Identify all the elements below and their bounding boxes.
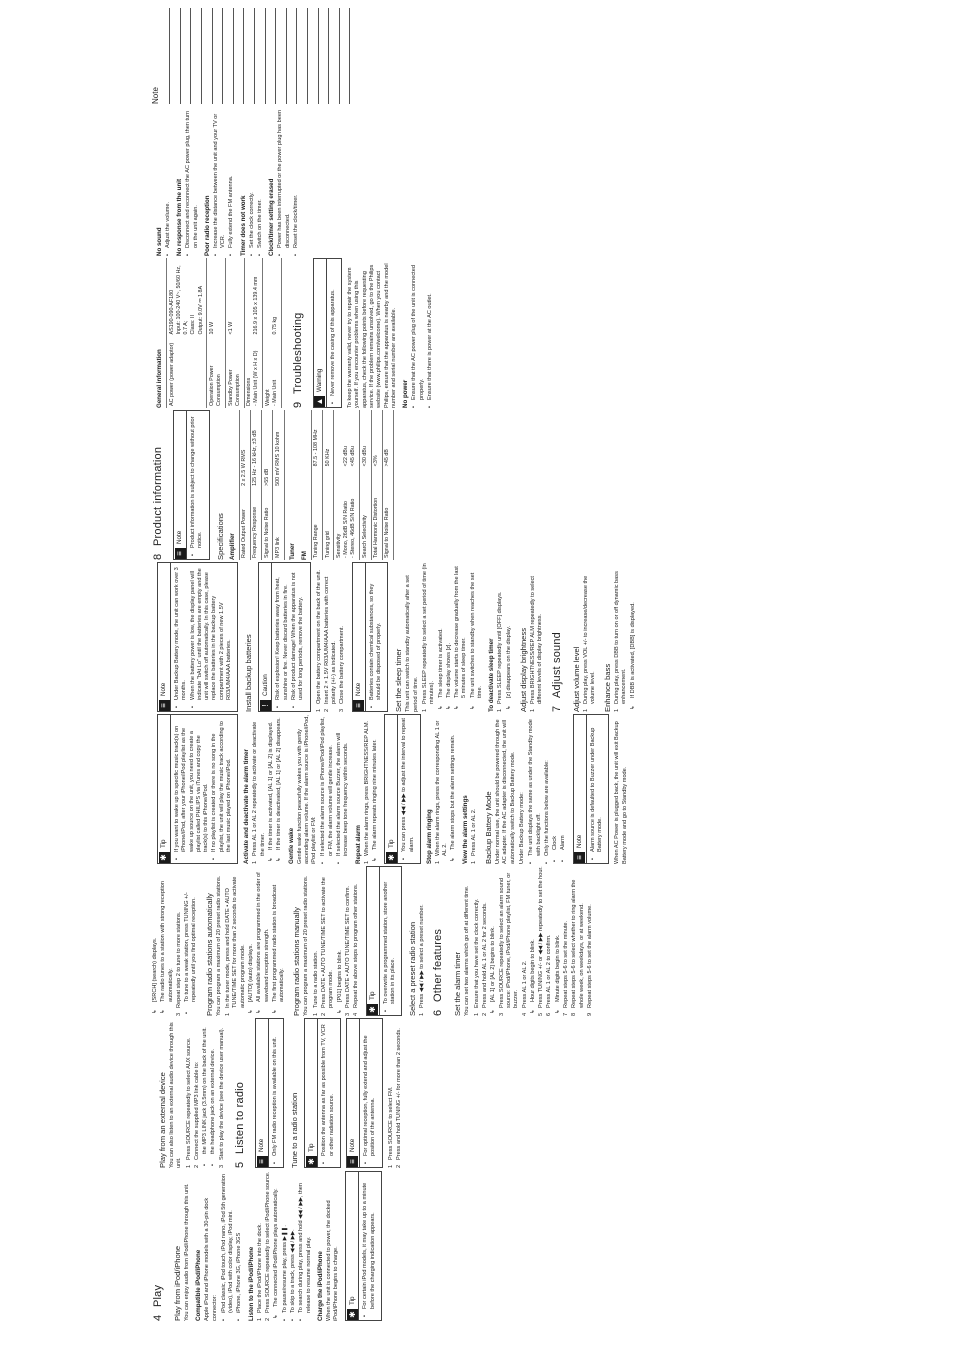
list-item: 3 Press DATE • AUTO TUNE/TIME SET to confirm. [344,885,351,1016]
column-3 [152,866,595,1016]
backup-mode-heading: Backup Battery Mode [484,791,494,864]
column-1 [152,1171,387,1321]
list-item: • To overwrite a programmed station, store another station in its place. [382,881,396,1012]
asterisk-icon: ✱ [386,852,397,863]
specifications-heading: Specifications [215,513,225,560]
list-item: • To search during play, press and hold ◀◀ / ▶▶, then release to resume normal play. [298,1183,312,1321]
list-item: • If you want to wake up to specific music track(s) on iPhone/iPod, after your iPhone/iPod playlist as the wake up source on the unit, you need to create a playlist called PHILIPS via iTunes and copy the track(s) to this iPhone/iPod. [174,725,210,860]
list-item: ↳ The connected iPod/iPhone plays automatically. [273,1188,280,1319]
note-rule [286,8,287,104]
table-row [244,258,263,408]
list-item: ↳ If DBB is activated, [DBB] is displayed. [629,602,636,710]
note-rule [254,8,255,104]
note-icon: ≡ [175,548,186,559]
column-5 [152,562,638,712]
list-item: 1 Press SOURCE to select FM. [387,1086,394,1168]
caution-box: ! Caution • Risk of explosion! Keep batteries away from heat, sunshine or fire. Never discard batteries in fire. • Risk of product damage! When the apparatus is not used for long periods, remove the battery. [258,562,310,712]
compatible-text: Apple iPod and iPhone models with a 30-pin dock connector: [204,1197,218,1321]
list-item: 1 During play, press VOL +/- to increase/decrease the volume level. [582,575,596,712]
fm-heading: FM [300,551,308,560]
list-item: ↳ [AUTO] (auto) displays. [247,943,254,1014]
list-item: • Switch on the timer. [257,199,264,256]
list-item: • For optimal reception, fully extend and adjust the position of the antenna. [362,1035,377,1164]
note-rule [233,8,234,104]
list-item: 6 Press AL 1 or AL 2 to confirm. [546,934,553,1016]
sleep-timer-heading: Set the sleep timer [394,648,404,712]
repeat-alarm-heading: Repeat alarm [354,825,362,864]
list-item: 2 Press and hold AL 1 or AL 2 for 2 seconds. [482,902,489,1016]
list-item: 1 When the alarm rings, press the corresponding AL 1 or AL 2. [434,720,449,864]
list-item: ↳ The first programmed radio station is broadcast automatically. [271,884,286,1014]
list-item: 1 Open the battery compartment on the back of the unit. [315,569,322,712]
chapter-8-heading: 8Product information [152,446,164,560]
list-item: • Ensure that there is power at the AC outlet. [426,293,433,408]
tuner-heading: Tuner [288,543,296,560]
note-rule [349,8,350,104]
no-sound-heading: No sound [156,227,163,256]
asterisk-icon: ✱ [306,1156,317,1167]
tip-box: ✱ Tip • Position the antenna as far as possible from TV, VCR or other radiation source. [304,1018,341,1168]
general-info-heading: General information [156,349,163,408]
list-item: • Reset the clock/timer. [292,194,299,256]
note-rule [222,8,223,104]
charge-heading: Charge the iPod/iPhone [316,1251,324,1321]
list-item: 2 Press and hold TUNING +/- for more than 2 seconds. [395,1028,402,1168]
external-text: You can also listen to an external audio device through this unit. [169,1022,183,1168]
list-item: • Adjust the volume. [165,201,171,256]
note-rule [328,8,329,104]
list-item: ↳ [P01] begins to blink. [336,950,343,1014]
table-cell: 500 mV RMS 10 kohm [273,410,284,488]
table-row [382,410,393,560]
table-cell: AS190-090-AF180 Input: 100-240 V~, 50/60 Hz, 0.7 A; Class: II Output: 9.0V ⎓ 1.8A [167,258,207,337]
table-cell: Tuning Range [311,468,322,560]
list-item: 3 Start to play the device (see the device user manual). [218,1027,225,1168]
table-cell: Standby Power Consumption [226,337,245,408]
amplifier-table [239,410,285,560]
list-item: 1 Press AL 1 or AL 2. [470,808,477,864]
sleep-timer-text: This unit can switch to standby automatically after a set period of time. [405,575,419,712]
list-item: 1 Place the iPod/iPhone into the dock. [256,1223,263,1321]
list-item: • Set the clock correctly. [248,192,255,256]
table-cell: <22 dBu <45 dBu [334,410,360,468]
list-item: • The unit displays the same as under the Standby mode with backlight off. [528,719,542,864]
table-row [263,258,282,408]
tip-box: ✱ Tip • You can press ◀◀ / ▶▶ to adjust the interval to repeat alarm. [384,714,421,864]
list-item: 1 Press ◀◀ / ▶▶ to select a preset number. [419,904,426,1016]
list-item: • Clock [552,836,559,862]
list-item: 1 Press SLEEP repeatedly until [OFF] displays. [497,591,504,712]
table-cell: Tuning grid [323,468,334,560]
list-item: • iPhone, iPhone 3G, iPhone 3GS [236,1232,243,1321]
list-item: 8 Repeat steps 5-6 to select whether to ring alarm the whole week, on weekdays, or at weekend. [571,879,585,1016]
note-box: ≡ Note • Under Backup Battery mode, the unit can work over 3 months. • When the battery power is low, the display panel will indicate "bAt Lo" until the batteries are empty and the unit will switch off automatically. In this case, please replace the batteries in the backup battery compartment with 2 pieces of new 1.5V R03/UM4/AAA batteries. [157,562,238,712]
list-item: 2 Press DATE • AUTO TUNE/TIME SET to activate the program mode. [321,877,335,1016]
asterisk-icon: ✱ [367,1004,378,1015]
gentle-wake-text: Gentle wake function peacefully wakes you with gently ascending alarm volume. If the alarm source is iPhone/iPod, iPod playlist or FM: [296,715,318,864]
alarm-heading: Set the alarm timer [453,951,463,1016]
note-rule [339,8,340,104]
chapter-5-heading: 5Listen to radio [234,1081,247,1168]
list-item: ↳ The radio tunes to a station with strong reception automatically. [160,881,174,1014]
list-item: 1 Press SOURCE repeatedly to select AUX source. [185,1037,192,1168]
charge-text: When the unit is connected to power, the docked iPod/iPhone begins to charge. [325,1200,340,1321]
table-cell: >45 dB [382,410,393,468]
list-item: • Alarm source is defaulted to Buzzer under Backup Battery mode. [589,727,603,860]
erased-heading: Clock/timer setting erased [268,178,276,256]
table-cell: Signal to Noise Ratio [382,468,393,560]
list-item: 1 Ensure that you have set the clock correctly. [473,898,480,1016]
table-cell: Rated Output Power [239,488,250,560]
column-7 [152,258,435,408]
note-box: ≡ Note • Only FM radio reception is available on this unit. [255,1018,284,1168]
table-cell: Search Selectivity [360,468,371,560]
select-preset-heading: Select a preset radio station [408,921,418,1016]
note-icon: ≡ [257,1156,268,1167]
tip-box: ✱ Tip • If you want to wake up to specific music track(s) on iPhone/iPod, after your iPhone/iPod playlist as the wake up source on the unit, you need to create a playlist called PHILIPS via iTunes and copy the track(s) to this iPhone/iPod. • If no playlist is created or there is no song in the playlist, the unit will play the music track according to the last music played on iPhone/iPod. [157,714,238,864]
list-item: • To pause/resume play, press ▶❚❚. [281,1225,288,1321]
table-row [262,410,273,560]
note-rule [318,8,319,104]
list-item: 3 Repeat step 2 to tune to more stations. [175,911,182,1016]
chapter-7-heading: 7Adjust sound [550,632,563,712]
list-item: • If no playlist is created or there is no song in the playlist, the unit will play the music track according to the last music played on iPhone/iPod. [211,721,233,860]
list-item: • Product information is subject to change without prior notice. [190,416,204,556]
list-item: ↳ Minute digits begin to blink. [554,934,561,1014]
note-box: ≡ Note • Product information is subject to change without prior notice. [173,410,210,560]
asterisk-icon: ✱ [159,852,170,863]
manual-program-text: You can program a maximum of 20 preset radio stations. [303,875,310,1016]
table-row [273,410,284,560]
list-item: • Risk of explosion! Keep batteries away from heat, sunshine or fire. Never discard batteries in fire. [275,577,289,708]
table-row [334,410,360,560]
list-item: • For certain iPod models, it may take up to a minute before the charging indication appears. [362,1182,376,1317]
backup-mode-text: Under normal use, the unit should be powered through the AC adapter. If the AC adapter is disconnected, the unit will automatically switch to Backup Battery mode. [495,719,516,864]
note-rule [169,8,170,104]
list-item: ↳ Hour digits begin to blink. [529,939,536,1014]
list-item: ↳ The alarm repeats ringing nine minutes later. [371,739,378,862]
table-cell: 10 W [207,258,226,337]
table-cell: 87.5 - 108 MHz [311,410,322,468]
listen-heading: Listen to the iPod/iPhone [247,1246,255,1321]
list-item: • To tune to a weak station, press TUNING +/- repeatedly until you find optimal reception. [184,892,198,1014]
amplifier-heading: Amplifier [228,533,236,560]
list-item: 1 Tune to a radio station. [312,950,319,1016]
note-box: ≡ Note • For optimal reception, fully extend and adjust the position of the antenna. [346,1018,383,1168]
list-item: • Only FM radio reception is available on this unit. [272,1036,279,1164]
table-cell: Operation Power Consumption [207,337,226,408]
table-cell: Sensitivity - Mono, 26dB S/N Ratio - Stereo, 46dB S/N Ratio [334,468,360,560]
list-item: • Increase the distance between the unit and your TV or VCR. [212,113,227,256]
table-cell: Total Harmonic Distortion [371,468,382,560]
play-ipod-heading: Play from iPod/iPhone [173,1245,182,1321]
table-row [167,258,207,408]
list-item: 5 Press TUNING +/- or ◀◀ / ▶▶ repeatedly to set the hour. [538,866,545,1016]
table-cell: 0.75 kg [263,258,282,337]
list-item: • the headphone jack on an external device. [210,1048,217,1166]
volume-heading: Adjust volume level [571,646,581,712]
table-cell: <1 W [226,258,245,337]
note-rule [180,8,181,104]
list-item: • Power has been interrupted or the power plug has been disconnected. [277,109,291,256]
note-icon: ≡ [159,700,170,711]
list-item: ↳ [AL 1] or [AL 2] begins to blink. [490,926,497,1014]
note-icon: ≡ [574,852,585,863]
no-power-heading: No power [402,379,410,408]
list-item: • You can press ◀◀ / ▶▶ to adjust the interval to repeat alarm. [401,718,415,860]
list-item: 4 Repeat the above steps to program other stations. [353,883,360,1016]
list-item: 9 Repeat steps 5-6 to set the alarm volume. [586,904,593,1016]
list-item: 2 Press SOURCE repeatedly to select iPod/iPhone source. [265,1171,272,1321]
list-item: • If selected the alarm source Buzzer, the alarm will increase beep tone frequency within seconds. [336,732,350,864]
warning-icon: ▲ [315,397,325,406]
compatible-heading: Compatible iPod/iPhone [195,1249,203,1321]
list-item: 4 Press AL 1 or AL 2. [521,960,528,1016]
list-item: ↳ The alarm stops but the alarm settings remain. [450,734,457,862]
note-box: ≡ Note • Batteries contain chemical substances, so they should be disposed of properly. [352,562,389,712]
external-heading: Play from an external device [158,1072,167,1168]
list-item: 1 Press SLEEP repeatedly to select a set period of time (in minutes). [421,563,436,712]
note-rule [201,8,202,104]
table-row [360,410,371,560]
list-item: ↳ The sleep timer is activated. [437,628,444,710]
table-cell: <3% [371,410,382,468]
table-cell: Dimensions - Main Unit (W x H x D) [244,337,263,408]
note-rule [212,8,213,104]
list-item: 2 Insert 2 × 1.5V R03/UM4/AAA batteries with correct polarity (+/-) as indicated. [323,576,338,712]
column-6 [152,410,398,560]
table-row [250,410,261,560]
table-cell: Signal to Noise Ratio [262,488,273,560]
list-item: • Batteries contain chemical substances, so they should be disposed of properly. [368,583,383,708]
list-item: 7 Repeat steps 5-6 to set the minute. [562,920,569,1016]
alarm-text: You can set two alarms which go off at different time. [464,885,471,1016]
play-ipod-text: You can enjoy audio from iPod/iPhone through this unit. [184,1183,190,1321]
list-item: • When the battery power is low, the display panel will indicate "bAt Lo" until the batteries are empty and the unit will switch off automatically. In this case, please replace the batteries in the backup battery compartment with 2 pieces of new 1.5V R03/UM4/AAA batteries. [189,568,233,708]
backup-exit-text: When AC Power is plugged back, the unit will exit Backup Battery mode and go to Standby mode. [614,721,628,864]
note-icon: ≡ [353,700,364,711]
table-cell: 2 x 2.5 W RMS [239,410,250,488]
list-item: 1 Press AL 1 or AL 2 repeatedly to activate or deactivate the timer. [252,721,266,864]
gentle-wake-heading: Gentle wake [287,827,295,864]
list-item: • Ensure that the AC power plug of the unit is connected properly. [411,265,425,408]
asterisk-icon: ✱ [347,1309,358,1320]
table-row [371,410,382,560]
table-cell: 216.9 x 105 x 139.4 mm [244,258,263,337]
install-batteries-heading: Install backup batteries [244,634,254,712]
view-alarm-heading: View the alarm settings [461,795,469,864]
table-cell: >55 dB [262,410,273,488]
tip-box: ✱ Tip • For certain iPod models, it may take up to a minute before the charging indication appears. [345,1171,382,1321]
table-row [207,258,226,408]
list-item: • If selected the alarm source is iPhone/iPod/iPod playlist, or FM, the alarm volume will gentle increase. [320,717,334,864]
list-item: • Disconnect and reconnect the AC power plug, then turn on the unit again. [185,110,199,256]
auto-program-heading: Program radio stations automatically [204,893,214,1016]
table-cell: Weight - Main Unit [263,337,282,408]
list-item: ↳ The volume starts to decrease gradually from the last 5 minutes of sleep timer. [454,566,468,710]
no-response-heading: No response from the unit [176,178,184,256]
table-cell: <30 dBu [360,410,371,468]
table-cell: MP3 link [273,488,284,560]
list-item: 1 Press BRIGHTNESS/REP ALM repeatedly to select different levels of display brightness. [529,576,544,712]
list-item: • To skip to a track, press ◀◀ / ▶▶. [289,1229,296,1321]
list-item: • Under Backup Battery mode, the unit can work over 3 months. [174,567,188,708]
general-table [166,258,282,408]
chapter-6-heading: 6Other features [432,928,445,1016]
activate-alarm-heading: Activate and deactivate the alarm timer [243,749,251,864]
note-icon: ≡ [347,1156,358,1167]
table-row [323,410,334,560]
column-4 [152,714,631,864]
warning-box: ▲ Warning • Never remove the casing of this apparatus. [313,258,342,408]
list-item: • iPod classic, iPod touch, iPod nano, iPod 5th generation (video), iPod with color display, iPod mini. [220,1173,235,1321]
list-item: • Risk of product damage! When the apparatus is not used for long periods, remove the battery. [290,572,305,708]
table-cell: AC power (power adaptor) [167,337,207,408]
table-cell: 125 Hz - 16 kHz, ±3 dB [250,410,261,488]
poor-reception-heading: Poor radio reception [203,195,211,256]
exclamation-icon: ! [260,700,271,711]
backup-mode-text-2: Under Backup Battery mode: [518,792,525,864]
list-item: • the MP3 LINK jack (3.5mm) on the back of the unit. [202,1027,209,1166]
list-item: ↳ The unit switches to standby when reaches the set time. [469,572,484,710]
deactivate-sleep-heading: To deactivate sleep timer [488,638,496,712]
list-item: ↳ If the timer is deactivated, [AL 1] or [AL 2] disappears. [276,717,283,862]
column-9-notes [152,8,360,104]
note-rule [190,8,191,104]
timer-heading: Timer does not work [239,195,247,256]
table-row [226,258,245,408]
list-item: ↳ If the timer is activated, [AL 1] or [AL 2] is displayed. [267,721,274,862]
note-rule [296,8,297,104]
note-rule [265,8,266,104]
table-cell: Frequency Response [250,488,261,560]
column-2 [152,1018,404,1168]
table-cell: 50 KHz [323,410,334,468]
tip-box: ✱ Tip • To overwrite a programmed station, store another station in its place. [366,866,403,1016]
list-item: • Only the functions below are available: [543,760,550,864]
list-item: • Never remove the casing of this apparatus. [329,289,336,404]
bass-heading: Enhance bass [603,663,613,712]
list-item: • Fully extend the FM antenna. [228,175,235,256]
list-item: • Position the antenna as far as possible from TV, VCR or other radiation source. [321,1024,335,1164]
note-rule [307,8,308,104]
tuner-table [311,410,394,560]
list-item: • Alarm [560,835,567,862]
list-item: ↳ The display shows [z]. [445,642,452,710]
troubleshooting-text: To keep the warranty valid, never try to repair the system yourself. If you encounter problems when using this apparatus, check the following points before requesting service. If the problem remains unsolved, go to the Philips website (www.philips.com/welcome). When you contact Philips, ensure that the apparatus is nearby and the model number and serial number are available. [347,263,397,408]
stop-alarm-heading: Stop alarm ringing [425,809,433,864]
list-item: 3 Press SOURCE repeatedly to select an alarm sound source: iPod/iPhone, iPod/iPhone playlist, FM tuner, or buzzer. [498,872,520,1016]
list-item: ↳ [z] disappears on the display. [505,625,512,710]
table-row [311,410,322,560]
note-rule [243,8,244,104]
note-box: ≡ Note • Alarm source is defaulted to Buzzer under Backup Battery mode. [573,714,610,864]
table-row [239,410,250,560]
manual-program-heading: Program radio stations manually [292,907,302,1016]
list-item: 3 Close the battery compartment. [339,625,346,712]
list-item: 1 When the alarm rings, press BRIGHTNESS/REP ALM. [363,720,370,864]
note-rule [275,8,276,104]
auto-program-text: You can program a maximum of 20 preset radio stations. [215,875,222,1016]
column-8 [152,106,301,256]
tune-heading: Tune to a radio station [290,1092,300,1168]
chapter-9-heading: 9Troubleshooting [291,312,304,408]
chapter-4-heading: 4Play [152,1284,164,1321]
list-item: ↳ All available stations are programmed in the order of waveband reception strength. [256,872,270,1014]
brightness-heading: Adjust display brightness [518,628,528,712]
list-item: 1 During play, press DBB to turn on or off dynamic bass enhancement. [614,571,628,712]
notes-heading: Note [151,87,160,104]
list-item: 2 Connect the supplied MP3 link cable to: [193,1061,200,1168]
list-item: 1 In the tuner mode, press and hold DATE • AUTO TUNE/TIME SET for more than 2 seconds to activate automatic program mode. [225,876,246,1016]
list-item: ↳ [SRCH] (search) displays. [152,937,158,1014]
